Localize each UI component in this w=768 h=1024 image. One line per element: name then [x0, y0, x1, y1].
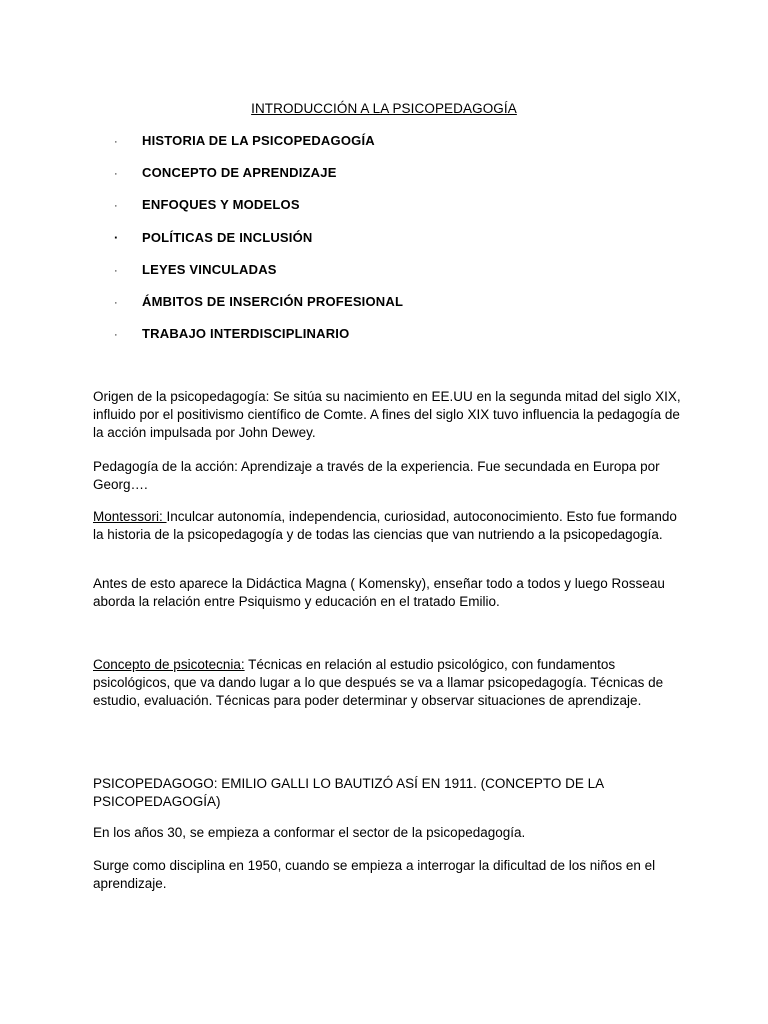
- topic-label: ÁMBITOS DE INSERCIÓN PROFESIONAL: [142, 293, 404, 309]
- topic-label: CONCEPTO DE APRENDIZAJE: [142, 165, 337, 181]
- bullet-icon: ·: [114, 296, 118, 309]
- topic-label: LEYES VINCULADAS: [142, 261, 277, 277]
- list-item: [114, 197, 403, 229]
- list-item: [114, 133, 403, 165]
- bullet-icon: ·: [114, 136, 118, 148]
- bullet-icon: ·: [114, 264, 118, 277]
- paragraph-body: Técnicas en relación al estudio psicológico, con fundamentos psicológicos, que va dando lugar a lo que después se va a llamar psicopedagogía. Técnicas de estudio, evaluación. Técnicas para poder determinar y observar situaciones de aprendizaje.: [93, 657, 664, 709]
- topic-list: [114, 133, 403, 358]
- paragraph-origin: Origen de la psicopedagogía: Se sitúa su nacimiento en EE.UU en la segunda mitad del siglo XIX, influido por el positivismo científico de Comte. A fines del siglo XIX tuvo influencia la pedagogía de la acción impulsada por John Dewey.: [93, 389, 681, 441]
- paragraph-montessori: [93, 508, 683, 544]
- paragraph-years-30: En los años 30, se empieza a conformar el sector de la psicopedagogía.: [93, 825, 526, 840]
- bullet-icon: ·: [114, 229, 119, 245]
- list-item: [114, 230, 403, 262]
- list-item: [114, 165, 403, 197]
- topic-label: HISTORIA DE LA PSICOPEDAGOGÍA: [142, 133, 375, 148]
- bullet-icon: ·: [114, 329, 118, 342]
- paragraph-didactica-magna: Antes de esto aparece la Didáctica Magna ( Komensky), enseñar todo a todos y luego Rosseau aborda la relación entre Psiquismo y educación en el tratado Emilio.: [93, 576, 665, 610]
- paragraph-psicopedagogo: PSICOPEDAGOGO: EMILIO GALLI LO BAUTIZÓ ASÍ EN 1911. (CONCEPTO DE LA PSICOPEDAGOGÍA): [93, 776, 604, 810]
- bullet-icon: ·: [114, 168, 118, 181]
- document-title: INTRODUCCIÓN A LA PSICOPEDAGOGÍA: [251, 101, 517, 116]
- paragraph-body: Inculcar autonomía, independencia, curiosidad, autoconocimiento. Esto fue formando la historia de la psicopedagogía y de todas las ciencias que van nutriendo a la psicopedagogía.: [93, 509, 677, 543]
- topic-label: POLÍTICAS DE INCLUSIÓN: [142, 229, 313, 245]
- paragraph-label: Concepto de psicotecnia:: [93, 657, 245, 672]
- paragraph-action-pedagogy: Pedagogía de la acción: Aprendizaje a través de la experiencia. Fue secundada en Europa por Georg….: [93, 459, 660, 493]
- paragraph-label: Montessori:: [93, 509, 167, 524]
- paragraph-psicotecnia: [93, 656, 683, 711]
- topic-label: ENFOQUES Y MODELOS: [142, 197, 300, 213]
- bullet-icon: ·: [114, 200, 118, 213]
- list-item: [114, 262, 403, 294]
- list-item: [114, 326, 403, 358]
- topic-label: TRABAJO INTERDISCIPLINARIO: [142, 326, 350, 342]
- paragraph-discipline-1950: Surge como disciplina en 1950, cuando se empieza a interrogar la dificultad de los niños en el aprendizaje.: [93, 858, 656, 892]
- list-item: [114, 294, 403, 326]
